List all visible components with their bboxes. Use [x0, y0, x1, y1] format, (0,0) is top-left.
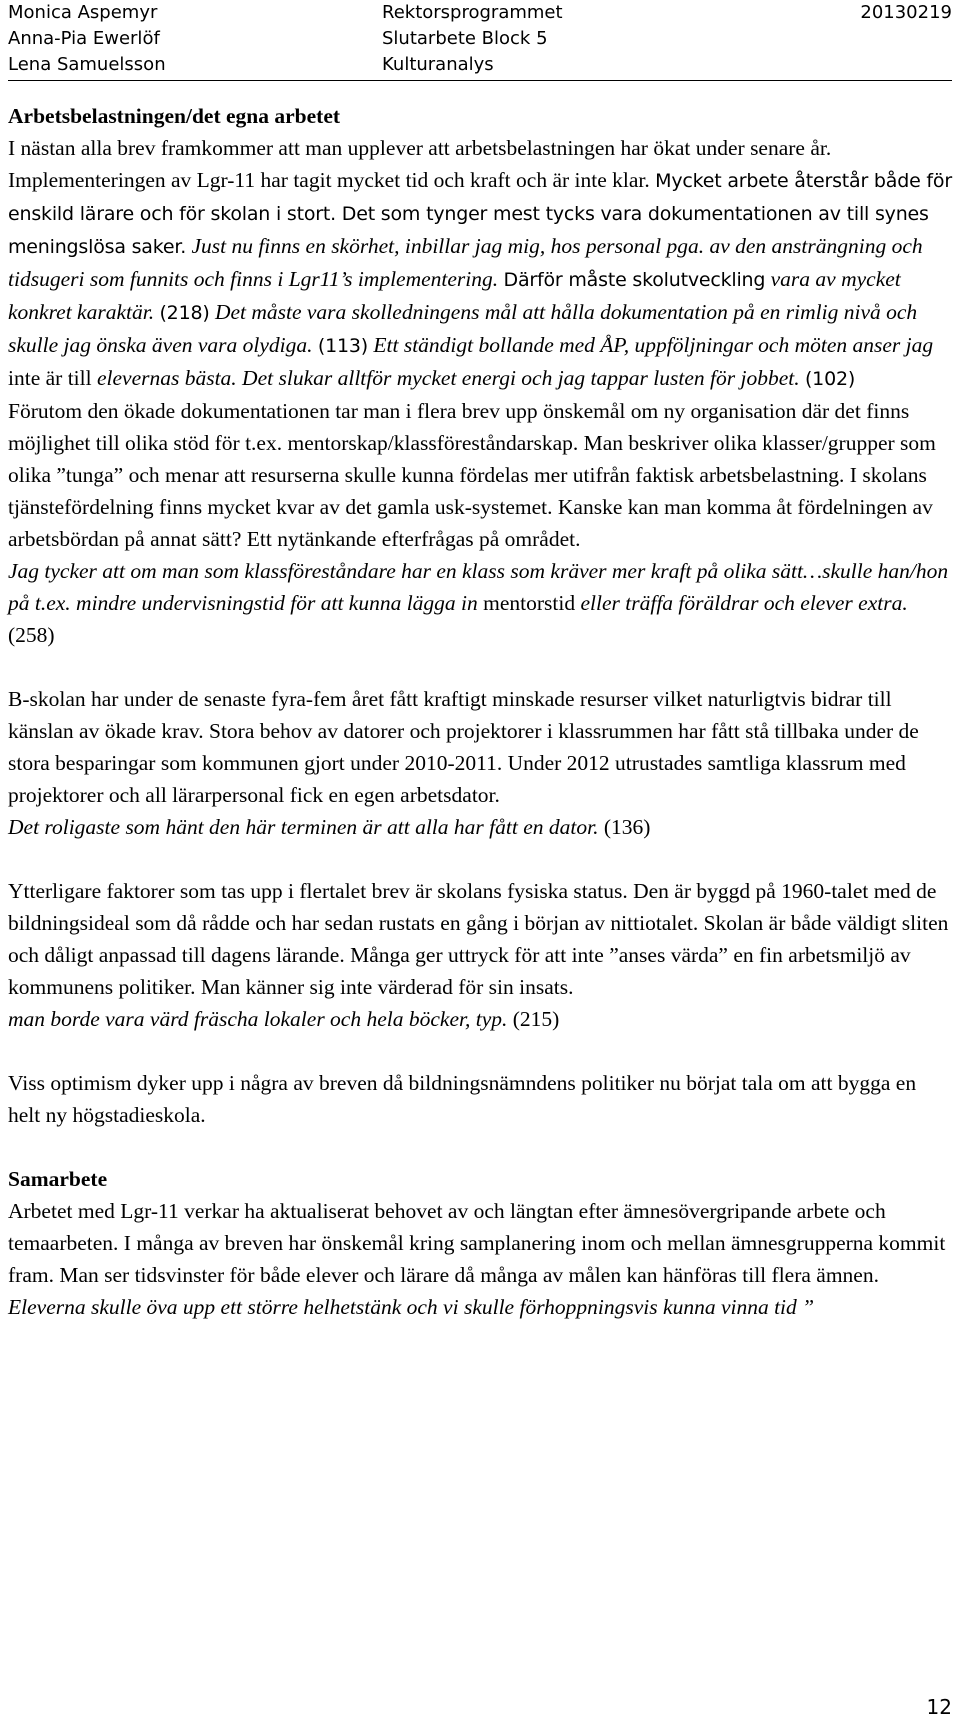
header-topic: Kulturanalys [382, 54, 494, 75]
text-resources: B-skolan har under de senaste fyra-fem året fått kraftigt minskade resurser vilket naturligtvis bidrar till känslan av ökade krav. Stora behov av datorer och projektorer i klassrummen har fått stå tillbaka under de stora besparingar som kommunen gjort under 2010-2011. Under 2012 utrustades samtliga klassrum med projektorer och all lärarpersonal fick en egen arbetsdator. [8, 687, 919, 807]
text-building: Ytterligare faktorer som tas upp i flertalet brev är skolans fysiska status. Den är byggd på 1960-talet med de bildningsideal som då rådde och har sedan rustats en gång i början av nittiotalet. Skolan är både väldigt sliten och dåligt anpassad till dagens lärande. Många ger uttryck för att inte ”anses värda” en fin arbetsmiljö av kommunens politiker. Man känner sig inte värderad för sin insats. [8, 879, 949, 999]
text-mid: Mycket arbete återstår både för enskild lärare och för skolan i stort. Det som tynger mest tycks vara dokumentationen av till synes meningslösa saker. [8, 170, 952, 258]
document-body [8, 100, 952, 1323]
ref-102: (102) [804, 368, 856, 390]
paragraph-collaboration [8, 1195, 952, 1323]
text-q1b: Därför måste skolutveckling [503, 269, 766, 291]
page-number: 12 [926, 1695, 952, 1719]
header-author-2: Anna-Pia Ewerlöf [8, 28, 160, 49]
header-divider [8, 80, 952, 81]
quote-4c: eller träffa föräldrar och elever extra. [580, 591, 908, 615]
section-heading-collaboration: Samarbete [8, 1167, 108, 1191]
header-author-1: Monica Aspemyr [8, 2, 158, 23]
quote-1: Just nu finns en skörhet, inbillar jag mig, hos personal pga. av den ansträngning och tidsugeri som funnits och finns i Lgr11’s implementering. [8, 234, 923, 291]
header-date: 20130219 [860, 2, 952, 23]
quote-computer: Det roligaste som hänt den här terminen är att alla har fått en dator. [8, 815, 604, 839]
header-author-3: Lena Samuelsson [8, 54, 166, 75]
quote-premises: man borde vara värd fräscha lokaler och hela böcker, typ. [8, 1007, 513, 1031]
ref-218: (218) [159, 302, 210, 324]
paragraph-optimism: Viss optimism dyker upp i några av breven då bildningsnämndens politiker nu börjat tala om att bygga en helt ny högstadieskola. [8, 1071, 917, 1127]
section-heading-workload: Arbetsbelastningen/det egna arbetet [8, 104, 341, 128]
text-intro: I nästan alla brev framkommer att man upplever att arbetsbelastningen har ökat under senare år. Implementeringen av Lgr-11 har tagit mycket tid och kraft och är inte klar. [8, 136, 832, 192]
quote-2: Det måste vara skolledningens mål att hålla dokumentation på en rimlig nivå och skulle jag önska även vara olydiga. [8, 300, 918, 357]
paragraph-workload [8, 132, 952, 651]
paragraph-resources [8, 683, 952, 843]
header-authors [8, 0, 166, 78]
page-header [8, 0, 952, 80]
ref-215: (215) [512, 1007, 560, 1031]
quote-3c: elevernas bästa. Det slukar alltför mycket energi och jag tappar lusten för jobbet. [91, 366, 805, 390]
quote-3a: Ett ständigt bollande med ÅP, uppföljningar och möten anser jag [368, 333, 934, 357]
ref-258: (258) [8, 623, 55, 647]
header-course [382, 0, 563, 78]
quote-students: Eleverna skulle öva upp ett större helhetstänk och vi skulle förhoppningsvis kunna vinna tid ” [8, 1295, 815, 1319]
text-q3b: inte är till [8, 366, 92, 390]
text-q4b: mentorstid [483, 591, 581, 615]
header-program: Rektorsprogrammet [382, 2, 563, 23]
ref-136: (136) [603, 815, 651, 839]
header-block: Slutarbete Block 5 [382, 28, 548, 49]
header-date-col [860, 0, 952, 26]
text-body-workload: Förutom den ökade dokumentationen tar man i flera brev upp önskemål om ny organisation där det finns möjlighet till olika stöd för t.ex. mentorskap/klassföreståndarskap. Man beskriver olika klasser/grupper som olika ”tunga” och menar att resurserna skulle kunna fördelas mer utifrån faktisk arbetsbelastning. I skolans tjänstefördelning finns mycket kvar av det gamla usk-systemet. Kanske kan man komma åt fördelningen av arbetsbördan på annat sätt? Ett nytänkande efterfrågas på området. [8, 399, 936, 551]
quote-4a: Jag tycker att om man som klassföreståndare har en klass som kräver mer kraft på olika sätt…skulle han/hon på t.ex. mindre undervisningstid för att kunna lägga in [8, 559, 949, 615]
quote-1-cont: vara av mycket konkret karaktär. [8, 267, 901, 324]
paragraph-building [8, 875, 952, 1035]
text-collaboration: Arbetet med Lgr-11 verkar ha aktualiserat behovet av och längtan efter ämnesövergripande arbete och temaarbeten. I många av breven har önskemål kring samplanering inom och mellan ämnesgrupperna kommit fram. Man ser tidsvinster för både elever och lärare då många av målen kan hänföras till flera ämnen. [8, 1199, 946, 1287]
ref-113: (113) [317, 335, 368, 357]
